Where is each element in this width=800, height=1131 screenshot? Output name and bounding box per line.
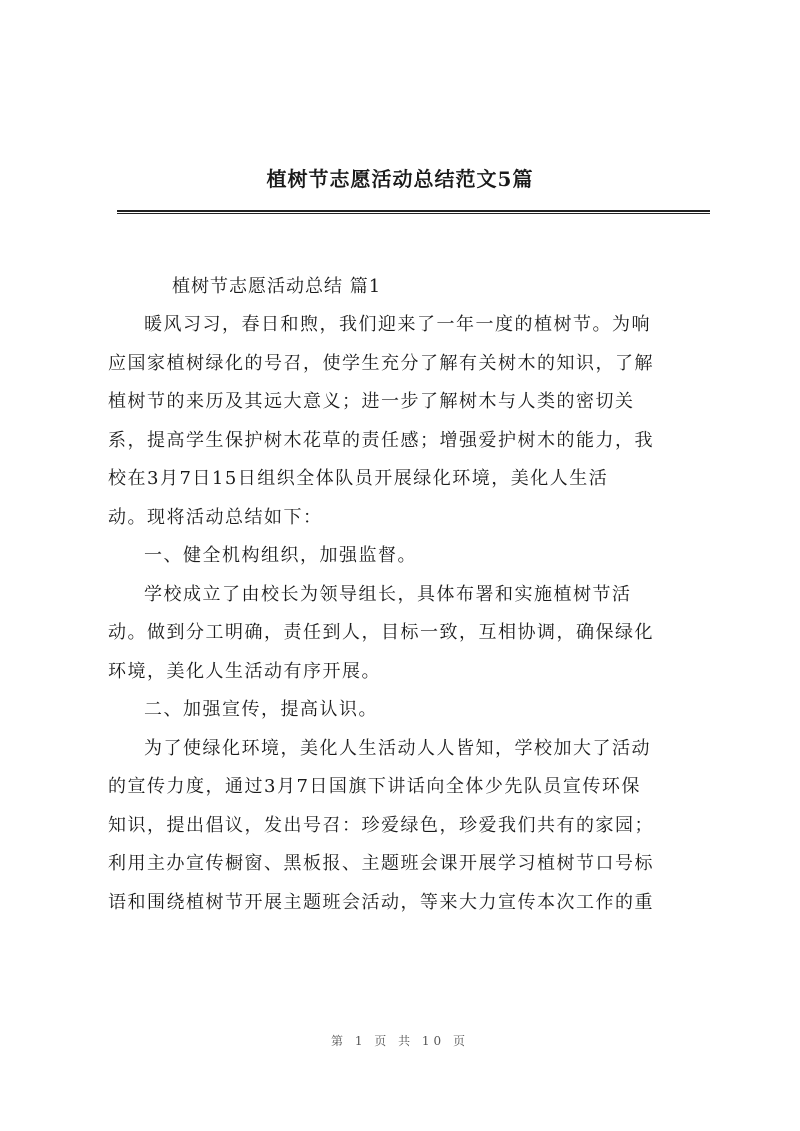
text-line: 系，提高学生保护树木花草的责任感；增强爱护树木的能力，我: [108, 429, 654, 451]
page-footer: 第 1 页 共 10 页: [331, 1034, 469, 1048]
text-line: 校在3月7日15日组织全体队员开展绿化环境，美化人生活: [108, 468, 609, 489]
text-line: 利用主办宣传橱窗、黑板报、主题班会课开展学习植树节口号标: [108, 853, 654, 874]
text-line: 环境，美化人生活动有序开展。: [108, 660, 381, 682]
document-title: 植树节志愿活动总结范文5篇: [266, 167, 534, 191]
text-line: 知识，提出倡议，发出号召：珍爱绿色，珍爱我们共有的家园；: [108, 814, 654, 836]
section-heading: 植树节志愿活动总结 篇1: [172, 276, 382, 297]
title-divider: [117, 210, 710, 214]
text-line: 动。做到分工明确，责任到人，目标一致，互相协调，确保绿化: [108, 622, 654, 643]
text-line: 暖风习习，春日和煦，我们迎来了一年一度的植树节。为响: [144, 314, 651, 335]
text-line: 为了使绿化环境，美化人生活动人人皆知，学校加大了活动: [144, 737, 651, 759]
text-line: 语和围绕植树节开展主题班会活动，等来大力宣传本次工作的重: [108, 891, 654, 913]
text-line: 动。现将活动总结如下：: [108, 506, 323, 528]
text-line: 二、加强宣传，提高认识。: [144, 699, 378, 720]
text-line: 植树节的来历及其远大意义；进一步了解树木与人类的密切关: [108, 391, 635, 412]
text-line: 学校成立了由校长为领导组长，具体布署和实施植树节活: [144, 583, 632, 605]
document-body: [108, 268, 711, 922]
text-line: 应国家植树绿化的号召，使学生充分了解有关树木的知识，了解: [108, 352, 654, 374]
body-text: [108, 306, 711, 922]
text-line: 一、健全机构组织，加强监督。: [144, 545, 417, 566]
text-line: 的宣传力度，通过3月7日国旗下讲话向全体少先队员宣传环保: [108, 776, 641, 797]
